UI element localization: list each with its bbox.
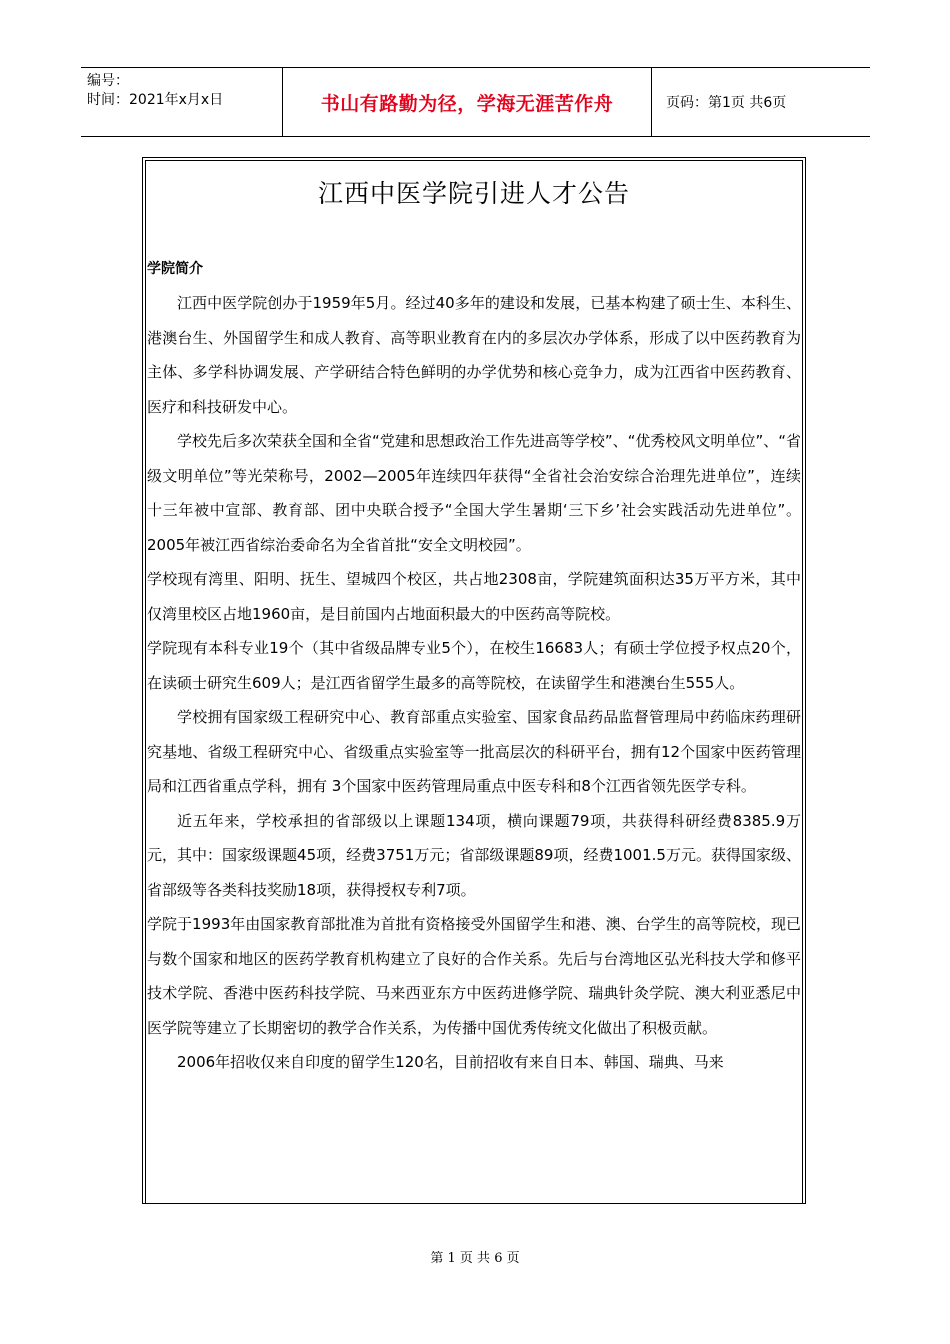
paragraph: 学校拥有国家级工程研究中心、教育部重点实验室、国家食品药品监督管理局中药临床药理研究基地、省级工程研究中心、省级重点实验室等一批高层次的科研平台，拥有12个国家中医药管理局和江西省重点学科，拥有 3个国家中医药管理局重点中医专科和8个江西省领先医学专科。 [147, 708, 801, 795]
paragraph: 近五年来，学校承担的省部级以上课题134项，横向课题79项，共获得科研经费8385.9万元，其中：国家级课题45项，经费3751万元；省部级课题89项，经费1001.5万元。获得国家级、省部级等各类科技奖励18项，获得授权专利7项。 [147, 811, 801, 899]
paragraph: 学校先后多次荣获全国和全省“党建和思想政治工作先进高等学校”、“优秀校风文明单位”、“省级文明单位”等光荣称号，2002—2005年连续四年获得“全省社会治安综合治理先进单位”，连续十三年被中宣部、教育部、团中央联合授予“全国大学生暑期‘三下乡’社会实践活动先进单位”。2005年被江西省综治委命名为全省首批“安全文明校园”。 [147, 432, 801, 554]
page-code: 页码：第1页 共6页 [666, 95, 787, 111]
time-label: 时间：2021年x月x日 [87, 92, 224, 108]
paragraph: 江西中医学院创办于1959年5月。经过40多年的建设和发展，已基本构建了硕士生、本科生、港澳台生、外国留学生和成人教育、高等职业教育在内的多层次办学体系，形成了以中医药教育为主体、多学科协调发展、产学研结合特色鲜明的办学优势和核心竞争力，成为江西省中医药教育、医疗和科技研发中心。 [147, 294, 801, 416]
header-page-cell [652, 68, 870, 136]
number-label: 编号： [87, 73, 129, 89]
section-title: 学院简介 [147, 261, 203, 277]
document-title: 江西中医学院引进人才公告 [317, 179, 630, 208]
document-header [81, 67, 870, 137]
paragraph: 学院现有本科专业19个（其中省级品牌专业5个），在校生16683人；有硕士学位授予权点20个，在读硕士研究生609人；是江西省留学生最多的高等院校，在读留学生和港澳台生555人。 [147, 639, 801, 692]
paragraph: 学校现有湾里、阳明、抚生、望城四个校区，共占地2308亩，学院建筑面积达35万平方米，其中仅湾里校区占地1960亩，是目前国内占地面积最大的中医药高等院校。 [147, 570, 801, 623]
page-footer: 第 1 页 共 6 页 [430, 1251, 520, 1266]
motto-text: 书山有路勤为径，学海无涯苦作舟 [320, 92, 614, 115]
header-motto-cell [282, 68, 652, 136]
paragraph: 学院于1993年由国家教育部批准为首批有资格接受外国留学生和港、澳、台学生的高等院校，现已与数个国家和地区的医药学教育机构建立了良好的合作关系。先后与台湾地区弘光科技大学和修平技术学院、香港中医药科技学院、马来西亚东方中医药进修学院、瑞典针灸学院、澳大利亚悉尼中医学院等建立了长期密切的教学合作关系，为传播中国优秀传统文化做出了积极贡献。 [147, 915, 801, 1037]
content-frame [142, 157, 806, 1204]
document-body [147, 252, 801, 1080]
header-info [81, 68, 282, 136]
paragraph: 2006年招收仅来自印度的留学生120名，目前招收有来自日本、韩国、瑞典、马来 [177, 1053, 724, 1071]
